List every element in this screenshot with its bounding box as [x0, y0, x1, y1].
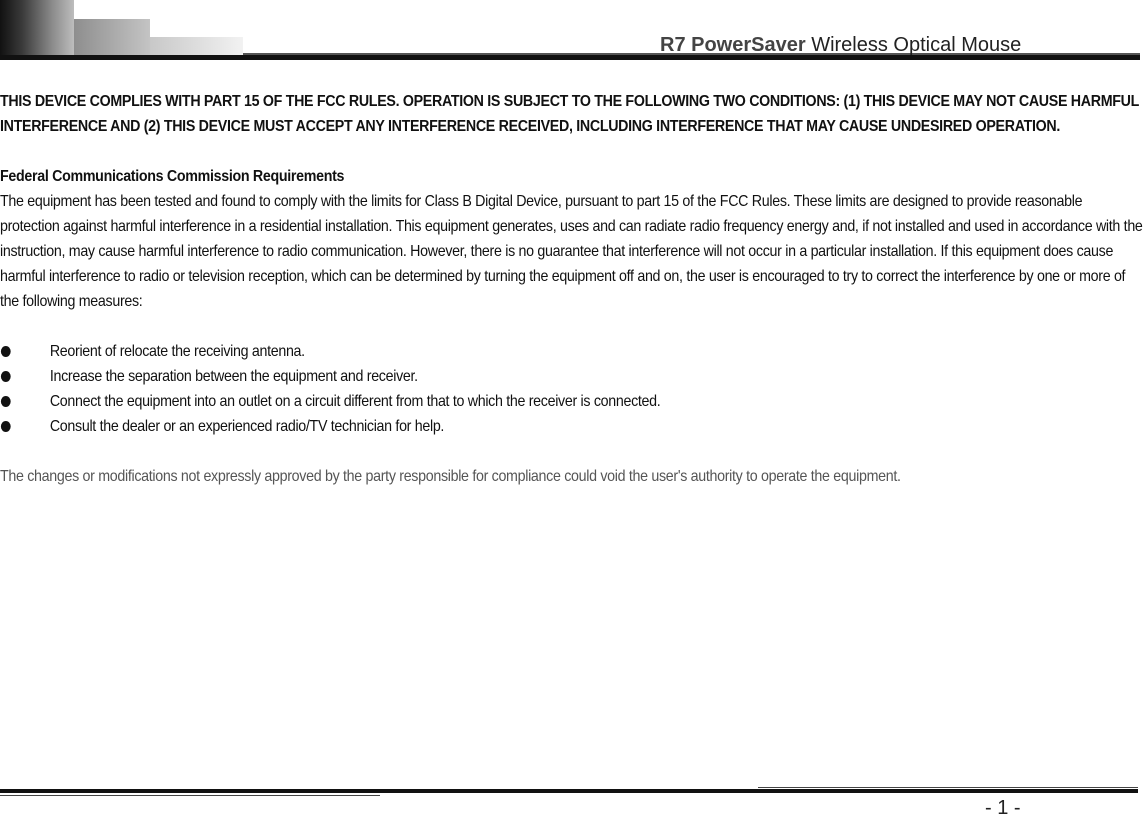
- fcc-compliance-warning: THIS DEVICE COMPLIES WITH PART 15 OF THE FCC RULES. OPERATION IS SUBJECT TO THE FOLLOWING TWO CONDITIONS: (1) THIS DEVICE MAY NOT CAUSE HARMFUL INTERFERENCE AND (2) THIS DEVICE MUST ACCEPT ANY INTERFERENCE RECEIVED, INCLUDING INTERFERENCE THAT MAY CAUSE UNDESIRED OPERATION.: [0, 93, 1139, 135]
- product-name: Wireless Optical Mouse: [805, 34, 1022, 56]
- measure-text: Increase the separation between the equipment and receiver.: [49, 368, 418, 385]
- list-item: [0, 364, 1144, 389]
- bullet-icon: [1, 421, 11, 432]
- bullet-icon: [1, 371, 11, 382]
- bullet-icon: [1, 396, 11, 407]
- footer-rule-thin-left: [0, 795, 380, 796]
- list-item: [0, 389, 1144, 414]
- measures-list: [0, 339, 1144, 439]
- list-item: [0, 414, 1144, 439]
- measure-text: Connect the equipment into an outlet on a circuit different from that to which the receiver is connected.: [49, 393, 661, 410]
- header-gradient-step: [74, 19, 150, 58]
- list-item: [0, 339, 1144, 364]
- page-number: - 1 -: [985, 797, 1021, 819]
- measure-text: Reorient of relocate the receiving antenna.: [49, 343, 305, 360]
- modifications-note: The changes or modifications not expressly approved by the party responsible for compliance could void the user's authority to operate the equipment.: [0, 468, 901, 485]
- bullet-icon: [1, 346, 11, 357]
- document-title: [660, 34, 1130, 56]
- header-gradient-block: [0, 0, 74, 58]
- footer-rule: [0, 789, 1138, 793]
- footer-rule-thin-right: [758, 787, 1138, 788]
- document-body: [0, 89, 1144, 489]
- measure-text: Consult the dealer or an experienced radio/TV technician for help.: [49, 418, 445, 435]
- section-title: Federal Communications Commission Requirements: [0, 168, 345, 185]
- fcc-requirements-paragraph: The equipment has been tested and found to comply with the limits for Class B Digital Device, pursuant to part 15 of the FCC Rules. These limits are designed to provide reasonable protection against harmful interference in a residential installation. This equipment generates, uses and can radiate radio frequency energy and, if not installed and used in accordance with the instruction, may cause harmful interference to radio communication. However, there is no guarantee that interference will not occur in a particular installation. If this equipment does cause harmful interference to radio or television reception, which can be determined by turning the equipment off and on, the user is encouraged to try to correct the interference by one or more of the following measures:: [0, 193, 1143, 310]
- brand-name: R7 PowerSaver: [660, 34, 806, 56]
